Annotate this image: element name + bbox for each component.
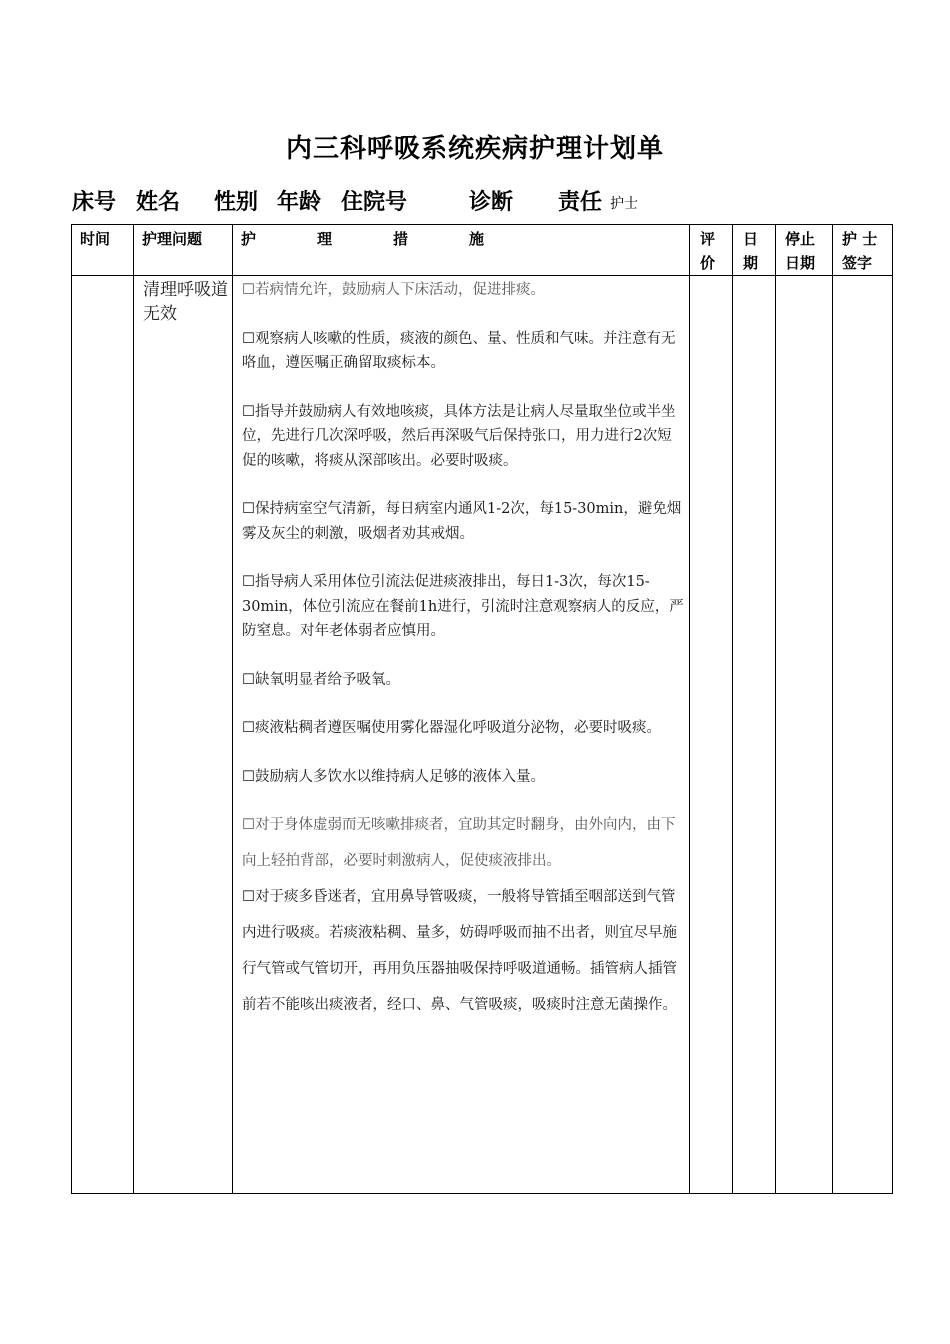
- measure-item: ☐若病情允许，鼓励病人下床活动，促进排痰。: [242, 282, 545, 298]
- table-header-row: [72, 225, 893, 276]
- header-problem-cell: [134, 225, 233, 276]
- header-measures-cell: [233, 225, 690, 276]
- stop-date-cell: [776, 276, 833, 1194]
- nurse-suffix-label: 护士: [610, 196, 638, 212]
- date-cell: [733, 276, 776, 1194]
- evaluation-cell: [690, 276, 733, 1194]
- header-time: 时间: [80, 230, 111, 248]
- gender-label: 性别: [214, 190, 259, 215]
- header-evaluation: 评价: [700, 230, 716, 272]
- measure-item: ☐指导并鼓励病人有效地咳痰，具体方法是让病人尽量取坐位或半坐位，先进行几次深呼吸，然后再深吸气后保持张口，用力进行2次短促的咳嗽，将痰从深部咳出。必要时吸痰。: [242, 403, 676, 469]
- header-date: 日期: [743, 230, 759, 272]
- nursing-plan-table: [71, 224, 893, 1194]
- age-label: 年龄: [277, 190, 322, 215]
- problem-cell: [134, 276, 233, 1194]
- measures-list: [233, 276, 689, 1023]
- header-nurse-sign-cell: [833, 225, 893, 276]
- header-problem: 护理问题: [142, 230, 203, 248]
- measure-item: ☐对于身体虚弱而无咳嗽排痰者，宜助其定时翻身，由外向内，由下向上轻拍背部，必要时刺激病人，促使痰液排出。: [242, 817, 676, 869]
- header-measures: [233, 225, 689, 251]
- measure-item: ☐指导病人采用体位引流法促进痰液排出，每日1-3次，每次15-30min，体位引流应在餐前1h进行，引流时注意观察病人的反应，严防窒息。对年老体弱者应慎用。: [242, 574, 684, 639]
- header-date-cell: [733, 225, 776, 276]
- header-time-cell: [72, 225, 134, 276]
- header-measures-char: 理: [316, 230, 332, 248]
- header-evaluation-cell: [690, 225, 733, 276]
- measure-item: ☐观察病人咳嗽的性质，痰液的颜色、量、性质和气味。并注意有无咯血，遵医嘱正确留取痰标本。: [242, 330, 676, 371]
- diagnosis-label: 诊断: [469, 190, 514, 215]
- page-title: 内三科呼吸系统疾病护理计划单: [285, 134, 664, 164]
- header-measures-char: 措: [392, 230, 408, 248]
- measure-item: ☐痰液粘稠者遵医嘱使用雾化器湿化呼吸道分泌物，必要时吸痰。: [242, 720, 661, 736]
- measure-item: ☐保持病室空气清新，每日病室内通风1-2次，每15-30min，避免烟雾及灰尘的刺激，吸烟者劝其戒烟。: [242, 501, 682, 542]
- name-label: 姓名: [136, 190, 181, 215]
- header-measures-char: 施: [468, 230, 484, 248]
- problem-text: 清理呼吸道无效: [143, 280, 228, 324]
- time-cell: [72, 276, 134, 1194]
- table-row: [72, 276, 893, 1194]
- bed-number-label: 床号: [72, 190, 117, 215]
- header-stop-date: 停止日期: [785, 230, 816, 272]
- measures-cell: [233, 276, 690, 1194]
- header-measures-char: 护: [241, 230, 257, 248]
- measure-item: ☐鼓励病人多饮水以维持病人足够的液体入量。: [242, 768, 545, 785]
- responsible-label: 责任: [558, 190, 603, 215]
- header-nurse-sign: 护 士签字: [842, 230, 878, 272]
- measure-item: ☐缺氧明显者给予吸氧。: [242, 671, 400, 688]
- measure-item: ☐对于痰多昏迷者，宜用鼻导管吸痰，一般将导管插至咽部送到气管内进行吸痰。若痰液粘稠、量多，妨碍呼吸而抽不出者，则宜尽早施行气管或气管切开，再用负压器抽吸保持呼吸道通畅。插管病人插管前若不能咳出痰液者，经口、鼻、气管吸痰，吸痰时注意无菌操作。: [242, 889, 677, 1013]
- header-stop-date-cell: [776, 225, 833, 276]
- admission-number-label: 住院号: [341, 190, 408, 215]
- nurse-sign-cell: [833, 276, 893, 1194]
